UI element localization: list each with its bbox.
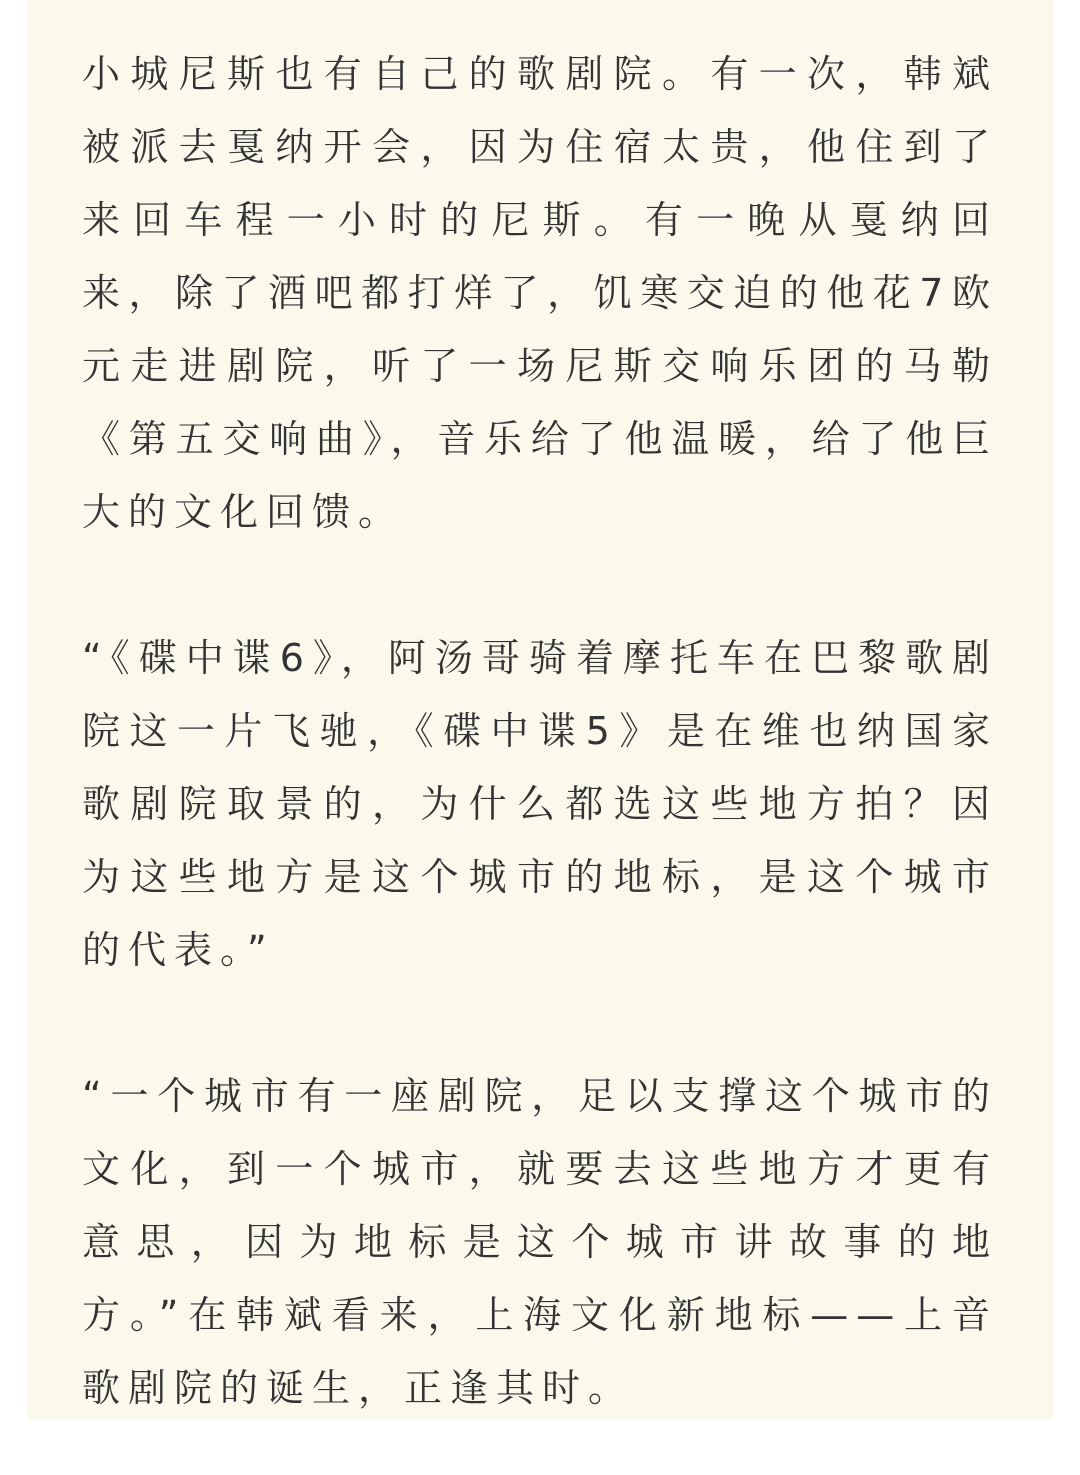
article-paragraph-2: “《碟中谍6》，阿汤哥骑着摩托车在巴黎歌剧院这一片飞驰，《碟中谍5》是在维也纳国家歌剧院取景的，为什么都选这些地方拍？因为这些地方是这个城市的地标，是这个城市的代表。” xyxy=(82,636,998,972)
article-paragraph-1: 小城尼斯也有自己的歌剧院。有一次，韩斌被派去戛纳开会，因为住宿太贵，他住到了来回车程一小时的尼斯。有一晚从戛纳回来，除了酒吧都打烊了，饥寒交迫的他花7欧元走进剧院，听了一场尼斯交响乐团的马勒《第五交响曲》，音乐给了他温暖，给了他巨大的文化回馈。 xyxy=(82,52,998,534)
article-paragraph-3: “一个城市有一座剧院，足以支撑这个城市的文化，到一个城市，就要去这些地方才更有意思，因为地标是这个城市讲故事的地方。”在韩斌看来，上海文化新地标——上音歌剧院的诞生，正逢其时。 xyxy=(82,1074,998,1410)
